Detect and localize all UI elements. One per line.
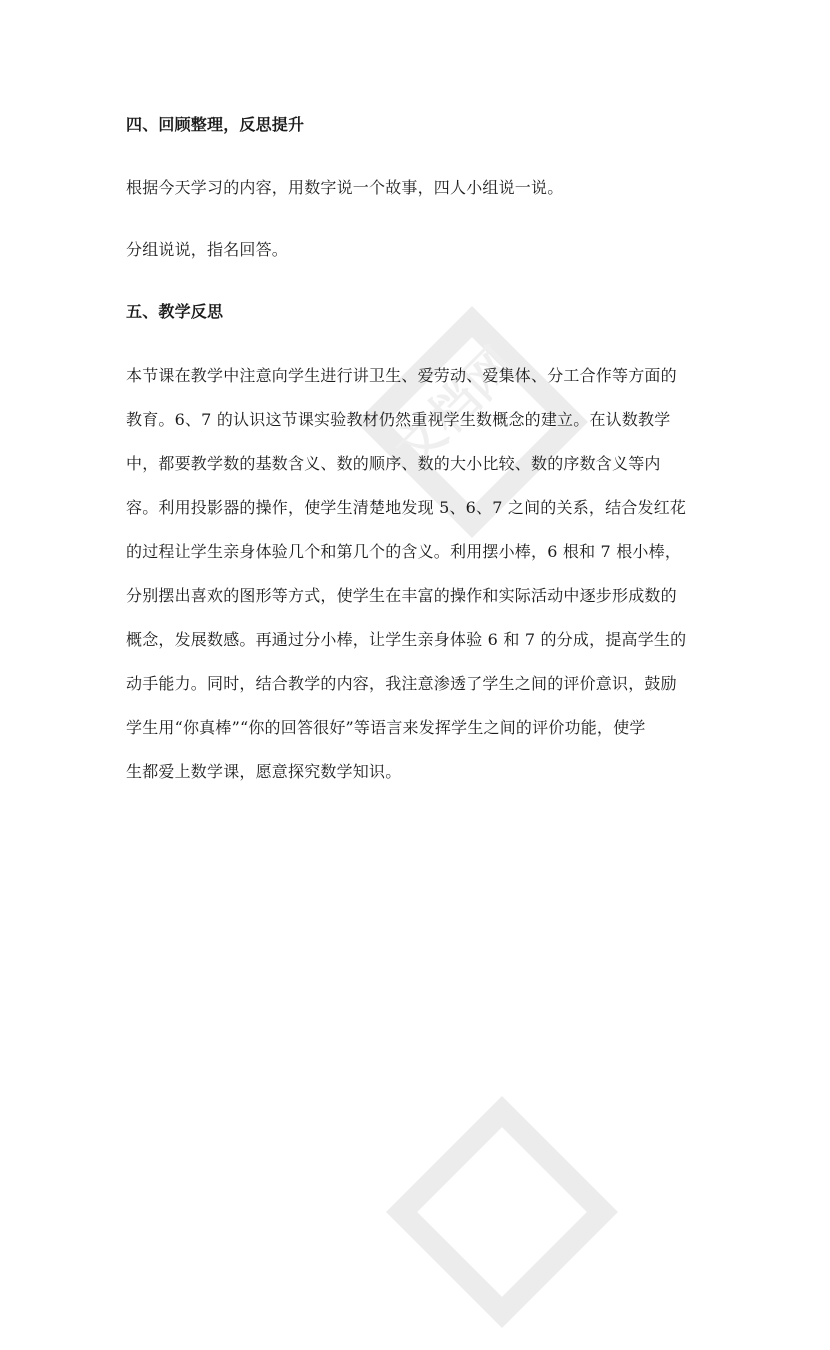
watermark-bottom <box>400 1110 640 1350</box>
paragraph: 根据今天学习的内容，用数字说一个故事，四人小组说一说。 <box>126 178 564 197</box>
paragraph-line: 学生用“你真棒”“你的回答很好”等语言来发挥学生之间的评价功能，使学 <box>126 718 646 737</box>
section-heading-review: 四、回顾整理，反思提升 <box>126 115 305 134</box>
paragraph: 分组说说，指名回答。 <box>126 240 289 259</box>
paragraph-line: 动手能力。同时，结合教学的内容，我注意渗透了学生之间的评价意识，鼓励 <box>126 674 677 693</box>
paragraph-line: 概念，发展数感。再通过分小棒，让学生亲身体验 6 和 7 的分成，提高学生的 <box>126 630 687 649</box>
paragraph-line: 的过程让学生亲身体验几个和第几个的含义。利用摆小棒，6 根和 7 根小棒， <box>126 542 682 561</box>
paragraph-line: 教育。6、7 的认识这节课实验教材仍然重视学生数概念的建立。在认数教学 <box>126 410 671 429</box>
paragraph-line: 生都爱上数学课，愿意探究数学知识。 <box>126 762 402 781</box>
paragraph-line: 本节课在教学中注意向学生进行讲卫生、爱劳动、爱集体、分工合作等方面的 <box>126 366 677 385</box>
paragraph-line: 容。利用投影器的操作，使学生清楚地发现 5、6、7 之间的关系，结合发红花 <box>126 498 687 517</box>
watermark-diamond-icon <box>386 1096 618 1328</box>
paragraph-line: 分别摆出喜欢的图形等方式，使学生在丰富的操作和实际活动中逐步形成数的 <box>126 586 677 605</box>
paragraph-line: 中，都要教学数的基数含义、数的顺序、数的大小比较、数的序数含义等内 <box>126 454 661 473</box>
watermark-text: 文档网 <box>384 336 526 479</box>
section-heading-reflection: 五、教学反思 <box>126 302 224 321</box>
